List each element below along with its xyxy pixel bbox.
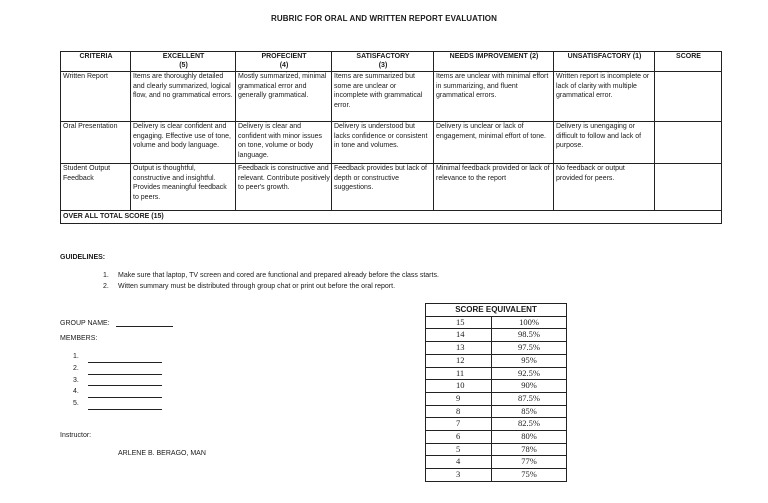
header-points: (5) [179, 61, 188, 69]
needs-improvement-cell: Delivery is unclear or lack of engagement, minimal effort of tone. [434, 122, 554, 164]
percent-value: 78% [492, 443, 567, 456]
score-row [426, 443, 567, 456]
satisfactory-cell: Items are summarized but some are unclear or incomplete with grammatical error. [332, 72, 434, 122]
satisfactory-cell: Delivery is understood but lacks confidence or consistent in tone and volumes. [332, 122, 434, 164]
header-criteria [61, 52, 131, 72]
score-cell[interactable] [655, 72, 722, 122]
score-row [426, 354, 567, 367]
member-blank[interactable] [88, 366, 162, 375]
header-points: (4) [279, 61, 289, 69]
percent-value: 80% [492, 431, 567, 444]
members-list [73, 351, 162, 410]
member-blank[interactable] [88, 377, 162, 386]
score-equivalent-table [425, 303, 567, 482]
rubric-row-oral-presentation [61, 122, 722, 164]
rubric-table [60, 51, 722, 224]
score-value: 14 [426, 329, 492, 342]
needs-improvement-cell: Minimal feedback provided or lack of relevance to the report [434, 164, 554, 211]
percent-value: 82.5% [492, 418, 567, 431]
score-row [426, 469, 567, 482]
member-item [73, 363, 162, 375]
rubric-total-row [61, 211, 722, 224]
percent-value: 90% [492, 380, 567, 393]
percent-value: 85% [492, 405, 567, 418]
score-value: 8 [426, 405, 492, 418]
member-blank[interactable] [88, 354, 162, 363]
header-label: PROFECIENT [261, 53, 307, 60]
instructor-name: ARLENE B. BERAGO, MAN [118, 450, 206, 457]
header-label: SATISFACTORY [356, 53, 410, 60]
score-cell[interactable] [655, 122, 722, 164]
score-row [426, 418, 567, 431]
percent-value: 100% [492, 316, 567, 329]
unsatisfactory-cell: Delivery is unengaging or difficult to follow and lack of purpose. [554, 122, 655, 164]
score-value: 9 [426, 392, 492, 405]
total-score-label: OVER ALL TOTAL SCORE (15) [61, 211, 722, 224]
score-row [426, 329, 567, 342]
percent-value: 75% [492, 469, 567, 482]
member-number: 4. [73, 388, 79, 396]
rubric-header-row [61, 52, 722, 72]
percent-value: 92.5% [492, 367, 567, 380]
percent-value: 98.5% [492, 329, 567, 342]
score-row [426, 342, 567, 355]
unsatisfactory-cell: Written report is incomplete or lack of clarity with multiple grammatical error. [554, 72, 655, 122]
member-item [73, 351, 162, 363]
instructor-label: Instructor: [60, 432, 92, 439]
score-row [426, 392, 567, 405]
header-label: CRITERIA [79, 53, 113, 60]
needs-improvement-cell: Items are unclear with minimal effort in summarizing, and fluent grammatical errors. [434, 72, 554, 122]
score-value: 4 [426, 456, 492, 469]
guideline-number: 2. [103, 283, 109, 290]
score-value: 6 [426, 431, 492, 444]
proficient-cell: Feedback is constructive and relevant. Contribute positively to peer's growth. [236, 164, 332, 211]
document-title: RUBRIC FOR ORAL AND WRITTEN REPORT EVALUATION [271, 14, 497, 23]
header-label: SCORE [676, 53, 701, 60]
member-item [73, 386, 162, 398]
score-value: 7 [426, 418, 492, 431]
member-blank[interactable] [88, 389, 162, 398]
score-row [426, 316, 567, 329]
rubric-row-student-output-feedback [61, 164, 722, 211]
members-label: MEMBERS: [60, 335, 98, 342]
criteria-cell: Oral Presentation [61, 122, 131, 164]
member-number: 1. [73, 353, 79, 360]
score-row [426, 405, 567, 418]
proficient-cell: Delivery is clear and confident with minor issues on tone, volume or body language. [236, 122, 332, 164]
guideline-item [103, 270, 439, 281]
group-name-field [60, 318, 173, 327]
excellent-cell: Delivery is clear confident and engaging. Effective use of tone, volume and body language. [131, 122, 236, 164]
criteria-cell: Written Report [61, 72, 131, 122]
satisfactory-cell: Feedback provides but lack of depth or constructive suggestions. [332, 164, 434, 211]
member-number: 3. [73, 376, 79, 384]
score-row [426, 380, 567, 393]
score-row [426, 367, 567, 380]
score-value: 11 [426, 367, 492, 380]
score-value: 15 [426, 316, 492, 329]
excellent-cell: Output is thoughtful, constructive and insightful. Provides meaningful feedback to peers. [131, 164, 236, 211]
group-name-blank[interactable] [116, 318, 173, 327]
guideline-text: Witten summary must be distributed through group chat or print out before the oral report. [118, 283, 396, 290]
percent-value: 95% [492, 354, 567, 367]
score-value: 5 [426, 443, 492, 456]
score-value: 12 [426, 354, 492, 367]
guideline-number: 1. [103, 272, 109, 279]
score-row [426, 456, 567, 469]
score-equivalent-header: SCORE EQUIVALENT [426, 304, 567, 317]
unsatisfactory-cell: No feedback or output provided for peers. [554, 164, 655, 211]
header-label: EXCELLENT [162, 53, 205, 60]
header-unsatisfactory [554, 52, 655, 72]
score-value: 13 [426, 342, 492, 355]
guideline-item [103, 281, 439, 292]
group-name-label: GROUP NAME: [60, 320, 110, 327]
excellent-cell: Items are thoroughly detailed and clearly summarized, logical flow, and no grammatical errors. [131, 72, 236, 122]
criteria-cell: Student Output Feedback [61, 164, 131, 211]
score-equivalent-header-row [426, 304, 567, 317]
guideline-text: Make sure that laptop, TV screen and cored are functional and prepared already before the class starts. [118, 272, 439, 279]
member-blank[interactable] [88, 401, 162, 410]
header-label: NEEDS IMPROVEMENT (2) [449, 53, 539, 60]
header-proficient [236, 52, 332, 72]
header-score [655, 52, 722, 72]
score-value: 10 [426, 380, 492, 393]
guidelines-list [103, 270, 439, 292]
percent-value: 87.5% [492, 392, 567, 405]
member-item [73, 375, 162, 387]
rubric-row-written-report [61, 72, 722, 122]
header-satisfactory [332, 52, 434, 72]
member-number: 2. [73, 364, 79, 372]
proficient-cell: Mostly summarized, minimal grammatical error and generally grammatical. [236, 72, 332, 122]
member-number: 5. [73, 400, 79, 408]
score-cell[interactable] [655, 164, 722, 211]
member-item [73, 398, 162, 410]
header-needs-improvement [434, 52, 554, 72]
header-excellent [131, 52, 236, 72]
guidelines-heading: GUIDELINES: [60, 254, 106, 261]
score-row [426, 431, 567, 444]
percent-value: 97.5% [492, 342, 567, 355]
header-label: UNSATISFACTORY (1) [567, 53, 642, 60]
score-value: 3 [426, 469, 492, 482]
percent-value: 77% [492, 456, 567, 469]
header-points: (3) [378, 61, 388, 69]
